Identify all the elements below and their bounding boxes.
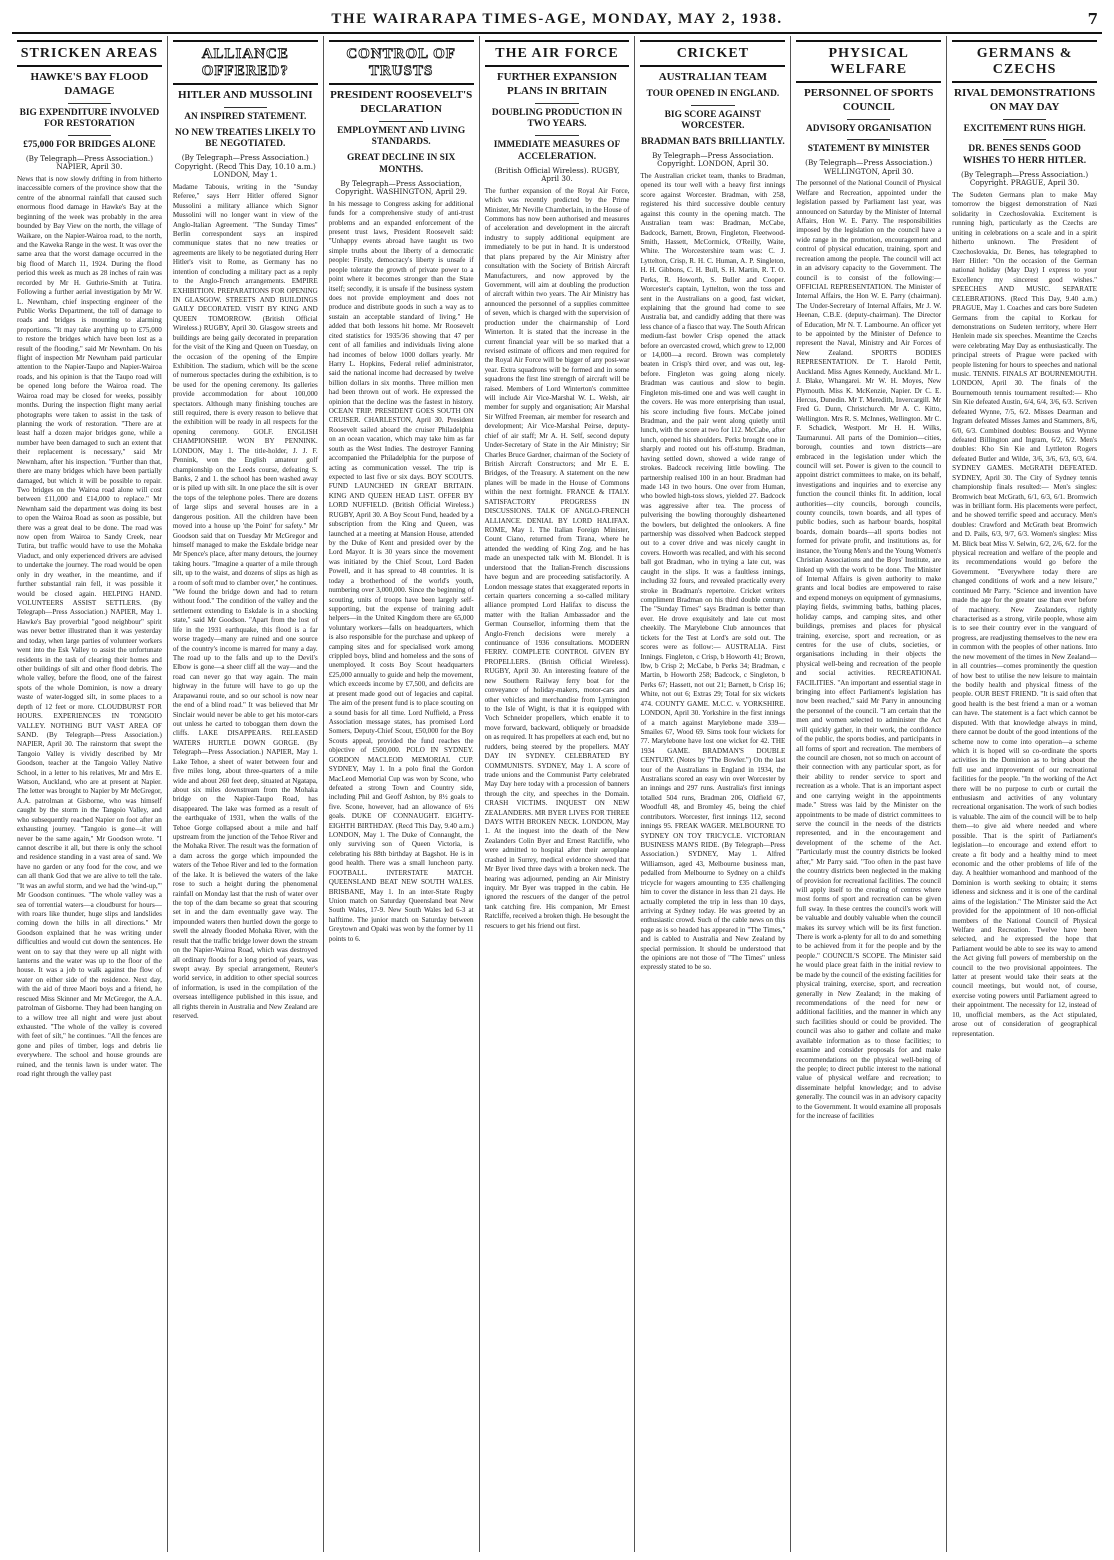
article-body: News that is now slowly drifting in from hitherto inaccessible corners of the province show that the centre of the abnormal rainfall that caused such enormous flood damage in Hawke's Bay at the beginning of the week was probably in the area bounded by Bay View on the north, the village of Waikare, on the Napier-Wairoa road, to the north, and the Kaweka Range in the west. It was over the same area that the worst damage occurred in the big flood of March 11, 1924. During the flood period this week as much as 28 inches of rain was recorded by Mr H. Guthrie-Smith at Tutira. Following a further aerial investigation by Mr W. L. Newnham, chief inspecting engineer of the Public Works Department, the toll of damage to roads and bridges is mounting to alarming proportions. "It may take anything up to £75,000 to restore the bridges which have been lost as a result of the flooding," said Mr Newnham. On his flight of inspection Mr Newnham paid particular attention to the Napier-Taupo and Napier-Wairoa roads, and his opinion is that the Taupo road will be opened long before the Wairoa road. The Wairoa road may be closed for weeks, possibly months. During the inspection flight many aerial photographs were taken to assist in the task of planning the work of restoration. "There are at least half a dozen major bridges gone, while a number have been damaged to such an extent that their replacement is necessary," said Mr Newnham, after his inspection. "Further than that, there are many bridges which have been partially damaged, but which it will be possible to repair. Two bridges on the Wairoa road alone will cost between £11,000 and £14,000 to replace." Mr Newnham said the department was doing its best to open the Wairoa Road as soon as possible, but there was a great deal to be done. The road was now open from Wairoa to Sandy Creek, near Tutira, but traffic would have to use the Mohaka Viaduct, and only experienced drivers are advised to undertake the journey. The road would be open only in dry weather, in the meantime, and if further substantial rain fell, it was possible it would be closed again. HELPING HAND. VOLUNTEERS ASSIST SETTLERS. (By Telegraph—Press Association.) NAPIER, May 1. Hawke's Bay proverbial "good neighbour" spirit was never better illustrated than it was yesterday and today, when large parties of volunteer workers went into the Esk Valley to assist the unfortunate residents in the task of clearing their homes and other buildings of silt and other flood debris. The whole valley, before the flood, one of the fairest spots of the whole Dominion, is now a dreary waste of water-logged silt, in some places to a depth of 12 feet or more. CLOUDBURST FOR HOURS. EXPERIENCES IN TONGOIO VALLEY. NOTHING BUT VAST AREA OF SAND. (By Telegraph—Press Association.) NAPIER, April 30. The rainstorm that swept the Tangoio Valley is vividly described by Mr Goodson, teacher at the Tangoio Valley Native School, in a letter to his relatives, Mr and Mrs E. Watson, Auckland, who are at present at Napier. The letter was brought to Napier by Mr McGregor, A.A. patrolman at Gisborne, who was himself caught by the storm in the Tangoio Valley, and who subsequently reached Napier on foot after an exhausting journey. "Tangoio is gone—it will never be the same again," Mr Goodson wrote. "I cannot describe it all, but there is only the school and residence standing in a vast area of sand. We have no garden or any food for the cow, and we can all thank God that we are alive to tell the tale. "It was an awful storm, and we had the 'wind-up,'" Mr Goodson continues. "The whole valley was a sea of torrential waters—a cloudburst for hours—with roars like thunder, huge slips and landslides coming down the hills in all directions." Mr Goodson explained that he was writing under difficulties and would cut down the sentences. He went on to say that they were up all night with lanterns and the water was up to the floor of the house. It was a job to walk against the flow of water on either side of the residence. Next day, with the aid of three Maori boys and a friend, he rescued Miss Skinner and Mr McGregor, the A.A. patrolman of Gisborne. They had been hanging on to a willow tree all night and were just about exhausted. "The whole of the valley is covered with feet of silt," he continues. "All the fences are gone and piles of timber, logs and debris lie everywhere. The school and house grounds are ruined, and the tennis lawn is under water. The road right through the valley past bbox=[17, 175, 162, 1079]
dateline: (By Telegraph—Press Association.) Copyright. PRAGUE, April 30. bbox=[961, 169, 1089, 188]
subheadline: BRADMAN BATS BRILLIANTLY. bbox=[641, 137, 785, 147]
subheadline: NO NEW TREATIES LIKELY TO BE NEGOTIATED. bbox=[174, 127, 316, 150]
column-headline: THE AIR FORCE bbox=[485, 40, 630, 67]
subheadline: EXCITEMENT RUNS HIGH. bbox=[963, 123, 1086, 134]
subheadline: PRESIDENT ROOSEVELT'S DECLARATION bbox=[330, 89, 473, 115]
divider bbox=[1003, 139, 1046, 140]
column-headline: ALLIANCE OFFERED? bbox=[173, 40, 318, 85]
subheadline: STATEMENT BY MINISTER bbox=[807, 144, 930, 155]
subheadline: BIG SCORE AGAINST WORCESTER. bbox=[664, 109, 762, 132]
dateline: By Telegraph—Press Association, Copyright. WASHINGTON, April 29. bbox=[335, 178, 468, 197]
subheadline: PERSONNEL OF SPORTS COUNCIL bbox=[804, 87, 934, 113]
article-body: Madame Tabouis, writing in the "Sunday Referee," says Herr Hitler offered Signor Mussolini a military alliance which Signor Mussolini will no longer want in view of the Anglo-Italian Agreement. "The Sunday Times" Berlin correspondent says an inspired communique states that no new treaties or agreements are likely to be negotiated during Herr Hitler's visit to Rome, as Germany has no intention of concluding a military pact as a reply to the Anglo-French arrangements. EMPIRE EXHIBITION. PREPARATIONS FOR OPENING IN GLASGOW. STREETS AND BUILDINGS GAILY DECORATED. VISIT BY KING AND QUEEN TOMORROW. (British Official Wireless.) RUGBY, April 30. Glasgow streets and buildings are being gaily decorated in preparation for the visit of the King and Queen on Tuesday, on the occasion of the opening of the Empire Exhibition. The stadium, which will be the scene of numerous spectacles during the exhibition, is to be used for the opening ceremony. Its galleries provide accommodation for about 100,000 spectators. Although many finishing touches are still required, there is every reason to believe that the exhibition will be ready in all respects for the opening ceremony. GOLF. ENGLISH CHAMPIONSHIP. WON BY PENNINK. LONDON, May 1. The title-holder, J. J. F. Pennink, won the English amateur golf championship on the Leeds course, defeating S. Banks, 2 and 1. the school has been washed away or is piled up with silt. In one place the silt is over the tops of the telephone poles. There are dozens of large slips and several houses are in a dangerous position. All the children have been moved into a house up 'the Point' for safety." Mr Goodson said that on Tuesday Mr McGregor and himself managed to make the Eskdale bridge near Mr Spence's place, after many detours, the journey taking hours. "Imagine a quarter of a mile through silt, up to the waist, and dozens of slips as high as a room of soft mud to clamber over," he continues. "We found the bridge down and had to return without food." The condition of the valley and the settlement extending to Eskdale is in a shocking state," said Mr Goodson. "Apart from the lost of life in the 1931 earthquake, this flood is a far worse tragedy—many are ruined and one source of the country's income is marred for many a day. The road up to the falls and up to the Devil's Elbow is gone—a sheer cliff all the way—and the road can never go that way again. The main highway in the future will have to go up the Arapawanui route, and so our school is now near the end of a blind road." It was believed that Mr Sinclair would never be able to get his motor-cars out unless he carted to toboggan them down the cliffs. LAKE DISAPPEARS. RELEASED WATERS HURTLE DOWN GORGE. (By Telegraph—Press Association.) NAPIER, May 1. Lake Tehoe, a sheet of water between four and five miles long, about three-quarters of a mile wide and about 260 feet deep, situated at Ngatapa, about six miles downstream from the Mohaka bridge on the Napier-Taupo Road, has disappeared. The lake was formed as a result of the earthquake of 1931, when the walls of the Tehoe Gorge collapsed about a mile and half upstream from the junction of the Tehoe River and the Mohaka River. The result was the formation of a dam across the gorge which impounded the waters of the Tehoe River and led to the formation of the lake. It is believed the waters of the lake rose to such a height during the phenomenal rainfall on Monday last that the rush of water over the top of the dam became so great that scouring set in and the dam eventually gave way. The impounded waters then hurtled down the gorge to swell the already flooded Mohaka River, with the result that the traffic bridge lower down the stream on the Napier-Wairoa Road, which was destroyed all ordinary floods for a long period of years, was swept away. By special arrangement, Reuter's world service, in addition to other special sources of information, is used in the compilation of the overseas intelligence published in this issue, and all rights therein in Australia and New Zealand are reserved. bbox=[172, 182, 318, 1021]
subheadline: TOUR OPENED IN ENGLAND. bbox=[646, 88, 780, 99]
dateline: (By Telegraph—Press Association.) WELLINGTON, April 30. bbox=[805, 158, 933, 176]
divider bbox=[847, 119, 890, 120]
article-body: The Australian cricket team, thanks to Bradman, opened its tour well with a heavy first innings score against Worcester. Bradman, with 258, registered his third successive double century against this county in the opening match. The Australian team was: Bradman, McCabe, Badcock, Barnett, Brown, Fingleton, Fleetwood-Smith, Hassett, McCormick, O'Reilly, Waite, White. The Worcestershire team was: C. J. Lyttelton, Crisp, R. H. C. Human, A. P. Singleton, H. H. Gibbons, C. H. Bull, S. H. Martin, R. T. O. Perks, R. Howorth, S. Buller and Cooper. Worcester's captain, Lyttelton, won the toss and sent in the Australians on a good, fast wicket, explaining that the ground had come to see Australia bat, and candidly adding that there was less chance of a fiasco that way. The South African medium-fast bowler Crisp opened the attack before an overcasted crowd, which grew to 12,000 or 14,000—a record. Brown was completely beaten in Crisp's third over, and was out, leg-before. Fingleton was going along nicely. Bradman was cautious and slow to begin. Fingleton mis-timed one and was well caught in the covers. He was more enterprising than usual, his score including five fours. McCabe joined Bradman, and the pair went along quietly until lunch, with the score at two for 112. McCabe, after lunch, opened his shoulders. Perks brought one in sharply and rooted out his off-stump. Bradman, having settled down, showed a wide range of strokes. Badcock receiving little bowling. The partnership realised 100 in an hour. Bradman had made 143 in two hours. One over from Human, who bowled high-toss slows, yielded 27. Badcock was aggressive after tea. The process of pulverising the bowling thoroughly disheartened the bowlers, but delighted the onlookers. A fine partnership was dissolved when Badcock stepped out to a cover drive and was nicely caught in covers. Howorth was recalled, and with his second ball got Bradman, who in trying a late cut, was caught in the slips. It was a faultless innings, including 32 fours, and revealed practically every stroke in Bradman's repertoire. Cricket writers compliment Bradman on his third double century. The "Sunday Times" says Bradman is better than ever. He drove exquisitely and late cut most cheekily. The Marylebone Club announces that tickets for the Test at Lord's are sold out. The scores were as follow:— AUSTRALIA. First Innings. Fingleton, c Crisp, b Howorth 41; Brown, lbw, b Crisp 2; McCabe, b Perks 34; Bradman, c Martin, b Howorth 258; Badcock, c Singleton, b Perks 67; Hassett, not out 21; Barnett, b Crisp 16; White, not out 6; Extras 29; Total for six wickets 474. COUNTY GAME. M.C.C. v. YORKSHIRE. LONDON, April 30. Yorkshire in the first innings of a match against Marylebone made 339—Smailes 67, Wood 69. Sims took four wickets for 77. Marylebone have lost one wicket for 42. THE 1934 GAME. BRADMAN'S DOUBLE CENTURY. (Notes by "The Bowler.") On the last tour of the Australians in England in 1934, the Australians scored an easy win over Worcester by an innings and 297 runs. Australia's first innings totalled 504 runs, Bradman 206, Oldfield 67, Woodfull 48, and Bromley 45, being the chief contributors. Worcester, first innings 112, second innings 95. FREAK WAGER. MELBOURNE TO SYDNEY ON TOY TRICYCLE. VICTORIAN BUSINESS MAN'S RIDE. (By Telegraph—Press Association.) SYDNEY, May 1. Alfred Williamson, aged 43, Melbourne business man, pedalled from Melbourne to Sydney on a child's tricycle for wagers amounting to £35 challenging him to cover the distance in less than 21 days. He actually completed the trip in less than 10 days, arriving at Sydney today. He was greeted by an enthusiastic crowd. Such of the cable news on this page as is so headed has appeared in "The Times," and is cabled to Australia and New Zealand by special permission. It should be understood that the opinions are not those of "The Times" unless expressly stated to be so. bbox=[640, 172, 786, 972]
column-germans-czechs bbox=[946, 36, 1102, 1552]
divider bbox=[535, 103, 578, 104]
divider bbox=[224, 107, 267, 108]
subheadline: EMPLOYMENT AND LIVING STANDARDS. bbox=[337, 125, 466, 148]
dateline: (British Official Wireless). RUGBY, April 30. bbox=[494, 165, 620, 184]
column-stricken-areas bbox=[12, 36, 167, 1552]
dateline: By Telegraph—Press Association. Copyright. LONDON, April 30. bbox=[652, 150, 774, 169]
subheadline: BIG EXPENDITURE INVOLVED FOR RESTORATION bbox=[19, 107, 160, 130]
column-physical-welfare bbox=[790, 36, 946, 1552]
subheadline: IMMEDIATE MEASURES OF ACCELERATION. bbox=[493, 140, 621, 162]
divider bbox=[535, 135, 578, 136]
page-number: 7 bbox=[1087, 10, 1098, 28]
subheadline: HAWKE'S BAY FLOOD DAMAGE bbox=[30, 71, 149, 97]
subheadline: FURTHER EXPANSION PLANS IN BRITAIN bbox=[496, 71, 618, 97]
divider bbox=[847, 139, 890, 140]
dateline: (By Telegraph—Press Association.) Copyright. (Recd This Day, 10.10 a.m.) LONDON, May 1. bbox=[174, 153, 316, 180]
article-body: The further expansion of the Royal Air Force, which was recently predicted by the Prime Minister, Mr Neville Chamberlain, in the House of Commons has now been authorised and measures of acceleration and development in the aircraft industry to supply additional equipment are immediately to be put in hand. It is understood that plans prepared by the Air Ministry after consultation with the Society of British Aircraft Manufacturers, and now approved by the Government, will aim at doubling the production of aircraft within two years. The Air Ministry has announced the personnel of a supplies committee of seven, which is charged with the supervision of production under the chairmanship of Lord Winterton. It is stated that the increase in the current financial year will be so marked that a revised estimate of officers and men required for the Royal Air Force will be bigger of any post-war year. Extra squadrons will be formed and in some squadrons the first line strength of aircraft will be raised. Members of Lord Winterton's committee will include Air Vice-Marshal W. L. Welsh, air member for supply and organisation; Air Marshal Sir Wilfred Freeman, air member for research and development; Air Vice-Marshal Peirse, deputy-chief of air staff; Mr A. H. Self, second deputy Under-Secretary of State in the Air Ministry; Sir Charles Bruce Gardner, chairman of the Society of British Aircraft Constructors; and Mr E. E. Bridges, of the Treasury. A statement on the new planes will be made in the House of Commons within the next fortnight. FRANCE & ITALY. SATISFACTORY PROGRESS IN DISCUSSIONS. TALK OF ANGLO-FRENCH ALLIANCE. DENIAL BY LORD HALIFAX. ROME, May 1. The Italian Foreign Minister, Count Ciano, returned from Tirana, where he attended the wedding of King Zog. and he has made an unexpected talk with M. Blondel. It is understood that the Italian-French discussions have begun and are proceeding satisfactorily. A London message states that exaggerated reports in certain quarters concerning a so-called military alliance prompted Lord Halifax to discuss the matter with the Italian Ambassador and the German Counsellor, informing them that the Anglo-French decisions were merely a continuance of 1936 consultations. MODERN FERRY. COMPLETE CONTROL GIVEN BY PROPELLERS. (British Official Wireless). RUGBY, April 30. An interesting feature of the new Southern Railway ferry boat for the conveyance of holiday-makers, motor-cars and other vehicles and merchandise from Lymington to the Isle of Wight, is that it is equipped with Voch Schneider propellers, which enable it to move forward, backward, obliquely or broadside on as required. It has propellers at each end, but no rudders, being steered by the propellers. MAY DAY IN SYDNEY. CELEBRATED BY COMMUNISTS. SYDNEY, May 1. A score of trade unions and the Communist Party celebrated May Day here today with a procession of banners through the city, and speeches in the Domain. CRASH VICTIMS. INQUEST ON NEW ZEALANDERS. MR BYER LIVES FOR THREE DAYS WITH BROKEN NECK. LONDON, May 1. At the inquest into the death of the New Zealanders Colin Byer and Ernest Ratcliffe, who were admitted to hospital after their aeroplane crashed in Surrey, medical evidence showed that Mr Byer lived three days with a broken neck. The hearing was adjourned, pending an Air Ministry inquiry. Mr Byer was trapped in the cabin. He ignored the rescuers of the danger of the petrol tank catching fire. His companion, Mr Ernest Ratcliffe, received a broken thigh. He besought the rescuers to get his friend out first. bbox=[484, 186, 630, 930]
article-body: The personnel of the National Council of Physical Welfare and Recreation, appointed under the legislation passed by Parliament last year, was announced on Saturday by the Minister of Internal Affairs, Hon W. E. Parry. The responsibilities imposed by the legislation on the council have a wide range in the promotion, encouragement and control of physical education, training, sport and recreation among the people. The council will act in an advisory capacity to the Government. The council is to consist of the following:— OFFICIAL REPRESENTATION. The Minister of Internal Affairs, the Hon W. E. Parry (chairman). The Under-Secretary of Internal Affairs, Mr J. W. Heenan, C.B.E. (deputy-chairman). The Director of Education, Mr N. T. Lambourne. An officer yet to be appointed by the Minister of Defence to represent the Naval, Ministry and Air Forces of New Zealand. SPORTS BODIES REPRESENTATION. Dr T. Harold Pettit, Auckland. Miss Agnes Kennedy, Auckland. Mr L. J. Blake, Whangarei. Mr W. H. Moyes, New Plymouth. Miss K. McKenzie, Napier. Dr C. E. Hercus, Dunedin. Mr T. Meredith, Invercargill. Mr Fred G. Dunn, Christchurch. Mr A. C. Kitto, Wellington. Mrs R. S. McInnes, Wellington. Mr C. F. Schadick, Westport. Mr H. H. Wilks, Taumarunui. All parts of the Dominion—cities, borough, counties and town districts—are embraced in the legislation under which the council will set. Power is given to the council to appoint district committees to make, on its behalf, investigations and inquiries and to exercise any function the council thinks fit. In addition, local authorities—city councils, borough councils, county councils, town boards, and all types of public bodies, such as harbour boards, hospital boards, domain boards—all sports bodies not formed for private profit, and institutions as, for instance, the Young Men's and the Young Women's Christian Associations and the Boys' Institute, are linked up with the work to be done. The Minister of Internal Affairs is given authority to make grants and local bodies are empowered to raise and expend moneys on equipment of gymnasiums, playing fields, swimming baths, bathing places, holiday camps, and camping sites, and other buildings, premises and places for physical training, exercise, sport and recreation, or as centres for the use of clubs, societies, or organisations including in their objects the physical well-being and recreation of the people and social activities. RECREATIONAL FACILITIES. "An important and essential stage in bringing into effect Parliament's legislation has now been reached," said Mr Parry in announcing the personnel of the council. "I am certain that the men and women selected to administer the Act will quickly gather, in their work, the confidence of the public, the sports bodies, and participants in all forms of sport and recreation. The members of the council are chosen, not so much on account of their connection with any particular sport, as for their ability to render service to sport and recreation as a whole. That is an important aspect and one carrying weight in the appointments made." Stress was laid by the Minister on the appointments to be made of district committees to serve the council in the needs of the districts represented, and in the encouragement and development of the scheme of the Act. "Particularly must the country districts be looked after," Mr Parry said. "Too often in the past have the country districts been neglected in the making of provision for recreational facilities. The council will apply itself to the creating of centres where most forms of sport and recreation can be given full sway. In these centres the council's work will be valuable and doubly valuable when the council makes its survey which will be its first function. There is work a-plenty for all to do and something to be achieved from it for the people and by the people." COUNCIL'S SCOPE. The Minister said he would place great faith in the initial review to be made by the council of the existing facilities for physical training, exercise, sport, and recreation generally in New Zealand; in the making of recommendations of the need for new or additional facilities, and the manner in which any such facilities should or could be provided. The council was also to gather and collate and make available information as to those facilities; to examine and consider proposals for and make recommendations on the physical well-being of the people; to direct public interest to the national value of physical welfare and recreation; to disseminate helpful knowledge; and to advise generally. The council was in an advisory capacity to the Government. It would examine all proposals for the increase of facilities bbox=[796, 179, 942, 1121]
divider bbox=[1003, 119, 1046, 120]
column-headline: PHYSICAL WELFARE bbox=[796, 40, 941, 83]
subheadline: GREAT DECLINE IN SIX MONTHS. bbox=[347, 153, 456, 175]
article-body: The Sudeten Germans plan to make May tomorrow the biggest demonstration of Nazi solidarity in Czechoslovakia. Excitement is running high, particularly as the Czechs are uniting in celebrations on a scale and in a spirit hitherto unknown. The President of Czechoslovakia, Dr. Benes, has telegraphed to Herr Hitler: "On the occasion of the German national holiday (May Day) I express to your Excellency my sincerest good wishes." SPEECHES AND MUSIC. SEPARATE CELEBRATIONS. (Recd This Day, 9.40 a.m.) PRAGUE, May 1. Coaches and cars bore Sudeten Germans from the capital to Korkau for demonstrations on Sudeten territory, where Herr Henlein made six speeches. Meantime the Czechs were celebrating May Day as enthusiastically. The principal streets of Prague were packed with people listening for hours to speeches and national music. TENNIS. FINALS AT BOURNEMOUTH. LONDON, April 30. The finals of the Bournemouth tennis tournament resulted:— Kho Sin Kie defeated Austin, 6/4, 6/4, 3/6, 6/3. Scriven defeated Wynne, 7/5, 6/2. Misses Dearman and Ingram defeated Misses James and Stammers, 8/6, 6/0, 6/3. Combined doubles: Bousus and Wynne defeated Billington and Ingram, 6/2, 6/2. Men's doubles: Kho Sin Kie and Lyttleton Rogers defeated Butler and Wilde, 3/6, 3/6, 6/3, 6/3, 6/4. SYDNEY GAMES. McGRATH DEFEATED. SYDNEY, April 30. The City of Sydney tennis championship finals resulted:— Men's singles: Bromwich beat McGrath, 6/1, 6/3, 6/1. Bromwich was in brilliant form. His placements were perfect, and he showed terrific speed and accuracy. Men's doubles: Crawford and McGrath beat Bromwich and D. Pails, 6/3, 9/7, 6/3. Women's singles: Miss M. Blick beat Miss V. Selwin, 6/2, 2/6, 6/2. for the physical recreation and welfare of the people and its recommendations would go before the Government. "Everywhere today there are changed conditions of work and a new leisure," continued Mr Parry. "Science and invention have made the age for the greater use than ever before of machinery. New Zealanders, rightly characterised as a strong, virile people, whose aim is to see their country ever in the vanguard of progress, are readjusting themselves to the new era in common with the peoples of other nations. Into the new movement of the times in New Zealand—in all countries—comes prominently the question of how best to utilise the new leisure to maintain the bodily health and physical fitness of the people. OUR BEST FRIEND. "It is said often that good health is the best friend a man or a woman can have. The statement is a fact which cannot be disputed. With that knowledge always in mind, there cannot be doubt of the good intentions of the scheme now to come into operation—a scheme which it is hoped will so co-ordinate the sports activities in the Dominion as to bring about the full use and improvement of our recreational facilities for the people. "In the working of the Act there will be no purpose to curb or curtail the enthusiasm and activities of any voluntary recreational organisation. The work of such bodies is valuable. The aim of the council will be to help them—to give aid where needed and where possible. That is the spirit of Parliament's legislation—to encourage and extend effort to create a fit body and a healthy mind to meet economic and the other problems of life of the day. A healthier womanhood and manhood of the Dominion is worth seeking to obtain; it stems idleness and sickness and it is one of the cardinal aims of the legislation." The Minister said the Act provided for the appointment of 10 non-official members of the National Council of Physical Welfare and Recreation. Twelve have been selected, and he expressed the hope that Parliament would be able to see its way to amend the Act giving full powers of membership on the council to the two provisional appointees. The latter at present would take their seats at the council meetings, but would not, of course, exercise voting powers until Parliament agreed to their appointment. The necessity for 12, instead of 10, unofficial members, as the Act stipulated, arose out of consideration of geographical representation. bbox=[952, 191, 1098, 1038]
column-the-air-force bbox=[479, 36, 635, 1552]
subheadline: ADVISORY ORGANISATION bbox=[805, 123, 932, 134]
subheadline: AN INSPIRED STATEMENT. bbox=[184, 111, 307, 122]
subheadline: AUSTRALIAN TEAM bbox=[658, 71, 768, 83]
subheadline: DOUBLING PRODUCTION IN TWO YEARS. bbox=[491, 107, 623, 130]
column-cricket bbox=[634, 36, 790, 1552]
divider bbox=[68, 135, 111, 136]
column-headline: GERMANS & CZECHS bbox=[952, 40, 1097, 83]
divider bbox=[379, 121, 422, 122]
columns bbox=[12, 36, 1102, 1552]
column-control-of-trusts bbox=[323, 36, 479, 1552]
subheadline: RIVAL DEMONSTRATIONS ON MAY DAY bbox=[954, 87, 1096, 113]
column-headline: STRICKEN AREAS bbox=[17, 40, 162, 67]
subheadline: £75,000 FOR BRIDGES ALONE bbox=[23, 140, 156, 150]
subheadline: DR. BENES SENDS GOOD WISHES TO HERR HITLER. bbox=[963, 144, 1087, 166]
article-body: In his message to Congress asking for additional funds for a comprehensive study of anti-trust problems and an expanded enforcement of the present trust laws, President Roosevelt said: "Unhappy events abroad have taught us two simple truths about the liberty of a democratic people: Firstly, democracy's liberty is unsafe if people tolerate the growth of private power to a point where it becomes stronger than the State itself; secondly, it is unsafe if the business system does not provide employment and does not produce and distribute goods in such a way as to sustain an acceptable standard of living." He added that both lessons hit home. Mr Roosevelt cited statistics for 1935/36 showing that 47 per cent of all families and individuals living alone had incomes of below 1000 dollars yearly. Mr Harry L. Hopkins, Federal relief administrator, said the national income had decreased by twelve billion dollars in six months. Three million men had been thrown out of work. He expressed the opinion that the decline was the fastest in history. OCEAN TRIP. PRESIDENT GOES SOUTH ON CRUISER. CHARLESTON, April 30. President Roosevelt sailed aboard the cruiser Philadelphia on an ocean vacation, which may take him as far south as the West Indies. The destroyer Fanning accompanied the Philadelphia for the purpose of acting as communication vessel. The trip is expected to last five or six days. BOY SCOUTS. FUND LAUNCHED IN GREAT BRITAIN. KING AND QUEEN HEAD LIST. OFFER BY LORD NUFFIELD. (British Official Wireless.) RUGBY, April 30. A Boy Scout Fund, headed by a subscription from the King and Queen, was launched at a meeting at Mansion House, attended by the Duke of Kent and presided over by the Lord Mayor. It is 30 years since the movement was initiated by the Chief Scout, Lord Baden Powell, and it has spread to 48 countries. It is today a brotherhood of the world's youth, numbering over 3,000,000. Since the beginning of scouting, units of troops have been largely self-supporting, but the expense of training adult helpers—in the United Kingdom there are 65,000 voluntary workers—falls on headquarters, which is also responsible for the purchase and upkeep of camping sites and for specialised work among crippled boys, blind and homeless and the sons of unemployed. It costs Boy Scout headquarters £25,000 annually to guide and help the movement, which exceeds income by £7,500, and deficits are at present made good out of legacies and capital. The aim of the present fund is to place scouting on a sound basis for all time. Lord Nuffield, a Press Association message states, has promised Lord Somers, Deputy-Chief Scout, £50,000 for the Boy Scouts appeal, provided the fund reaches the objective of £500,000. POLO IN SYDNEY. GORDON MACLEOD MEMORIAL CUP. SYDNEY, May 1. In a polo final the Gordon MacLeod Memorial Cup was won by Scone, who defeated a strong Town and Country side, including Phil and Geoff Ashton, by 8½ goals to five. Scone, however, had an allowance of 6½ goals. DUKE OF CONNAUGHT. EIGHTY-EIGHTH BIRTHDAY. (Recd This Day, 9.40 a.m.) LONDON, May 1. The Duke of Connaught, the only surviving son of Queen Victoria, is celebrating his 88th birthday at Bagshot. He is in good health. There was a small luncheon party. FOOTBALL. INTERSTATE MATCH. QUEENSLAND BEAT NEW SOUTH WALES. BRISBANE, May 1. In an inter-State Rugby Union match on Saturday Queensland beat New South Wales, 17-9. New South Wales led 6-3 at halftime. The junior match on Saturday between Greytown and Opaki was won by the former by 11 points to 6. bbox=[328, 199, 474, 943]
subheadline: HITLER AND MUSSOLINI bbox=[178, 89, 313, 101]
column-alliance-offered bbox=[167, 36, 323, 1552]
column-headline: CRICKET bbox=[640, 40, 785, 67]
publication-title: THE WAIRARAPA TIMES-AGE, MONDAY, MAY 2, 1938. bbox=[331, 10, 783, 27]
masthead bbox=[12, 6, 1102, 34]
divider bbox=[68, 103, 111, 104]
divider bbox=[691, 105, 734, 106]
column-headline: CONTROL OF TRUSTS bbox=[329, 40, 474, 85]
dateline: (By Telegraph—Press Association.) NAPIER, April 30. bbox=[25, 153, 153, 172]
